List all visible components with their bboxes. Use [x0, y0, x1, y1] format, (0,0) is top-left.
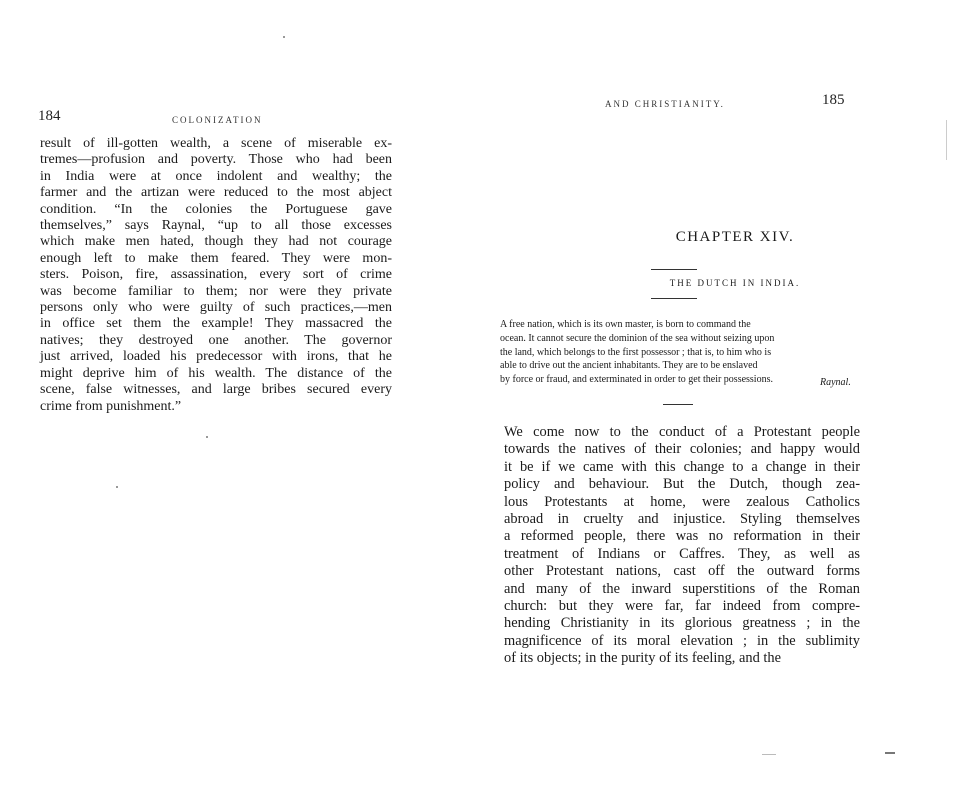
subtitle-rule	[651, 298, 697, 299]
epigraph-line: able to drive out the ancient inhabitants. They are to be enslaved	[500, 360, 758, 372]
scan-speck	[762, 754, 776, 755]
chapter-subtitle: THE DUTCH IN INDIA.	[669, 278, 801, 288]
text-line: result of ill-gotten wealth, a scene of miserable ex-	[40, 136, 392, 151]
left-body-text	[40, 136, 392, 415]
text-line: policy and behaviour. But the Dutch, though zea-	[504, 476, 860, 493]
right-body-text	[504, 424, 860, 668]
text-line: just arrived, loaded his predecessor with irons, that he	[40, 349, 392, 365]
text-line: treatment of Indians or Caffres. They, as well as	[504, 545, 860, 562]
text-line: in office set them the example! They massacred the	[40, 316, 392, 332]
text-line: church: but they were far, far indeed from compre-	[504, 598, 860, 615]
text-line: We come now to the conduct of a Protestant people	[504, 424, 860, 440]
epigraph-line: by force or fraud, and exterminated in order to get their possessions.	[500, 374, 773, 386]
epigraph	[500, 318, 856, 387]
text-line: themselves,” says Raynal, “up to all those excesses	[40, 218, 392, 234]
text-line: abroad in cruelty and injustice. Styling themselves	[504, 511, 860, 528]
text-line: enough left to make them feared. They were mon-	[40, 250, 392, 266]
chapter-title: CHAPTER XIV.	[675, 229, 795, 245]
text-line: natives; they destroyed one another. The governor	[40, 332, 392, 348]
text-line: of its objects; in the purity of its feeling, and the	[504, 650, 781, 667]
text-line: was become familiar to them; nor were they private	[40, 283, 392, 299]
running-head: AND CHRISTIANITY.	[605, 99, 725, 109]
text-line: a reformed people, there was no reformation in their	[504, 528, 860, 545]
text-line: which make men hated, though they had not courage	[40, 234, 392, 250]
text-line: condition. “In the colonies the Portuguese gave	[40, 201, 392, 217]
scan-edge-mark	[946, 120, 947, 160]
text-line: it be if we came with this change to a change in their	[504, 458, 860, 475]
text-line: in India were at once indolent and wealthy; the	[40, 168, 392, 184]
text-line: other Protestant nations, cast off the outward forms	[504, 563, 860, 580]
scan-speck	[885, 752, 895, 754]
epigraph-line: A free nation, which is its own master, is born to command the	[500, 319, 751, 330]
text-line: lous Protestants at home, were zealous Catholics	[504, 493, 860, 510]
text-line: scene, false witnesses, and large bribes secured every	[40, 382, 392, 398]
text-line: crime from punishment.”	[40, 398, 182, 414]
text-line: might deprive him of his wealth. The distance of the	[40, 365, 392, 381]
scan-speck	[283, 36, 285, 38]
running-head: COLONIZATION	[172, 115, 263, 125]
text-line: tremes—profusion and poverty. Those who had been	[40, 152, 392, 168]
text-line: sters. Poison, fire, assassination, every sort of crime	[40, 267, 392, 283]
text-line: and many of the inward superstitions of the Roman	[504, 580, 860, 597]
epigraph-rule	[663, 404, 693, 405]
text-line: hending Christianity in its glorious greatness ; in the	[504, 615, 860, 632]
scan-speck	[116, 486, 118, 488]
text-line: farmer and the artizan were reduced to the most abject	[40, 185, 392, 201]
epigraph-attribution: Raynal.	[820, 377, 851, 388]
scan-speck	[206, 436, 208, 438]
page-number: 185	[822, 92, 845, 108]
epigraph-line: ocean. It cannot secure the dominion of the sea without seizing upon	[500, 332, 775, 344]
page-number: 184	[38, 108, 61, 124]
epigraph-line: the land, which belongs to the first possessor ; that is, to him who is	[500, 346, 772, 358]
text-line: towards the natives of their colonies; and happy would	[504, 441, 860, 458]
title-rule	[651, 269, 697, 270]
text-line: magnificence of its moral elevation ; in the sublimity	[504, 632, 860, 649]
text-line: persons only who were guilty of such practices,—men	[40, 300, 392, 316]
